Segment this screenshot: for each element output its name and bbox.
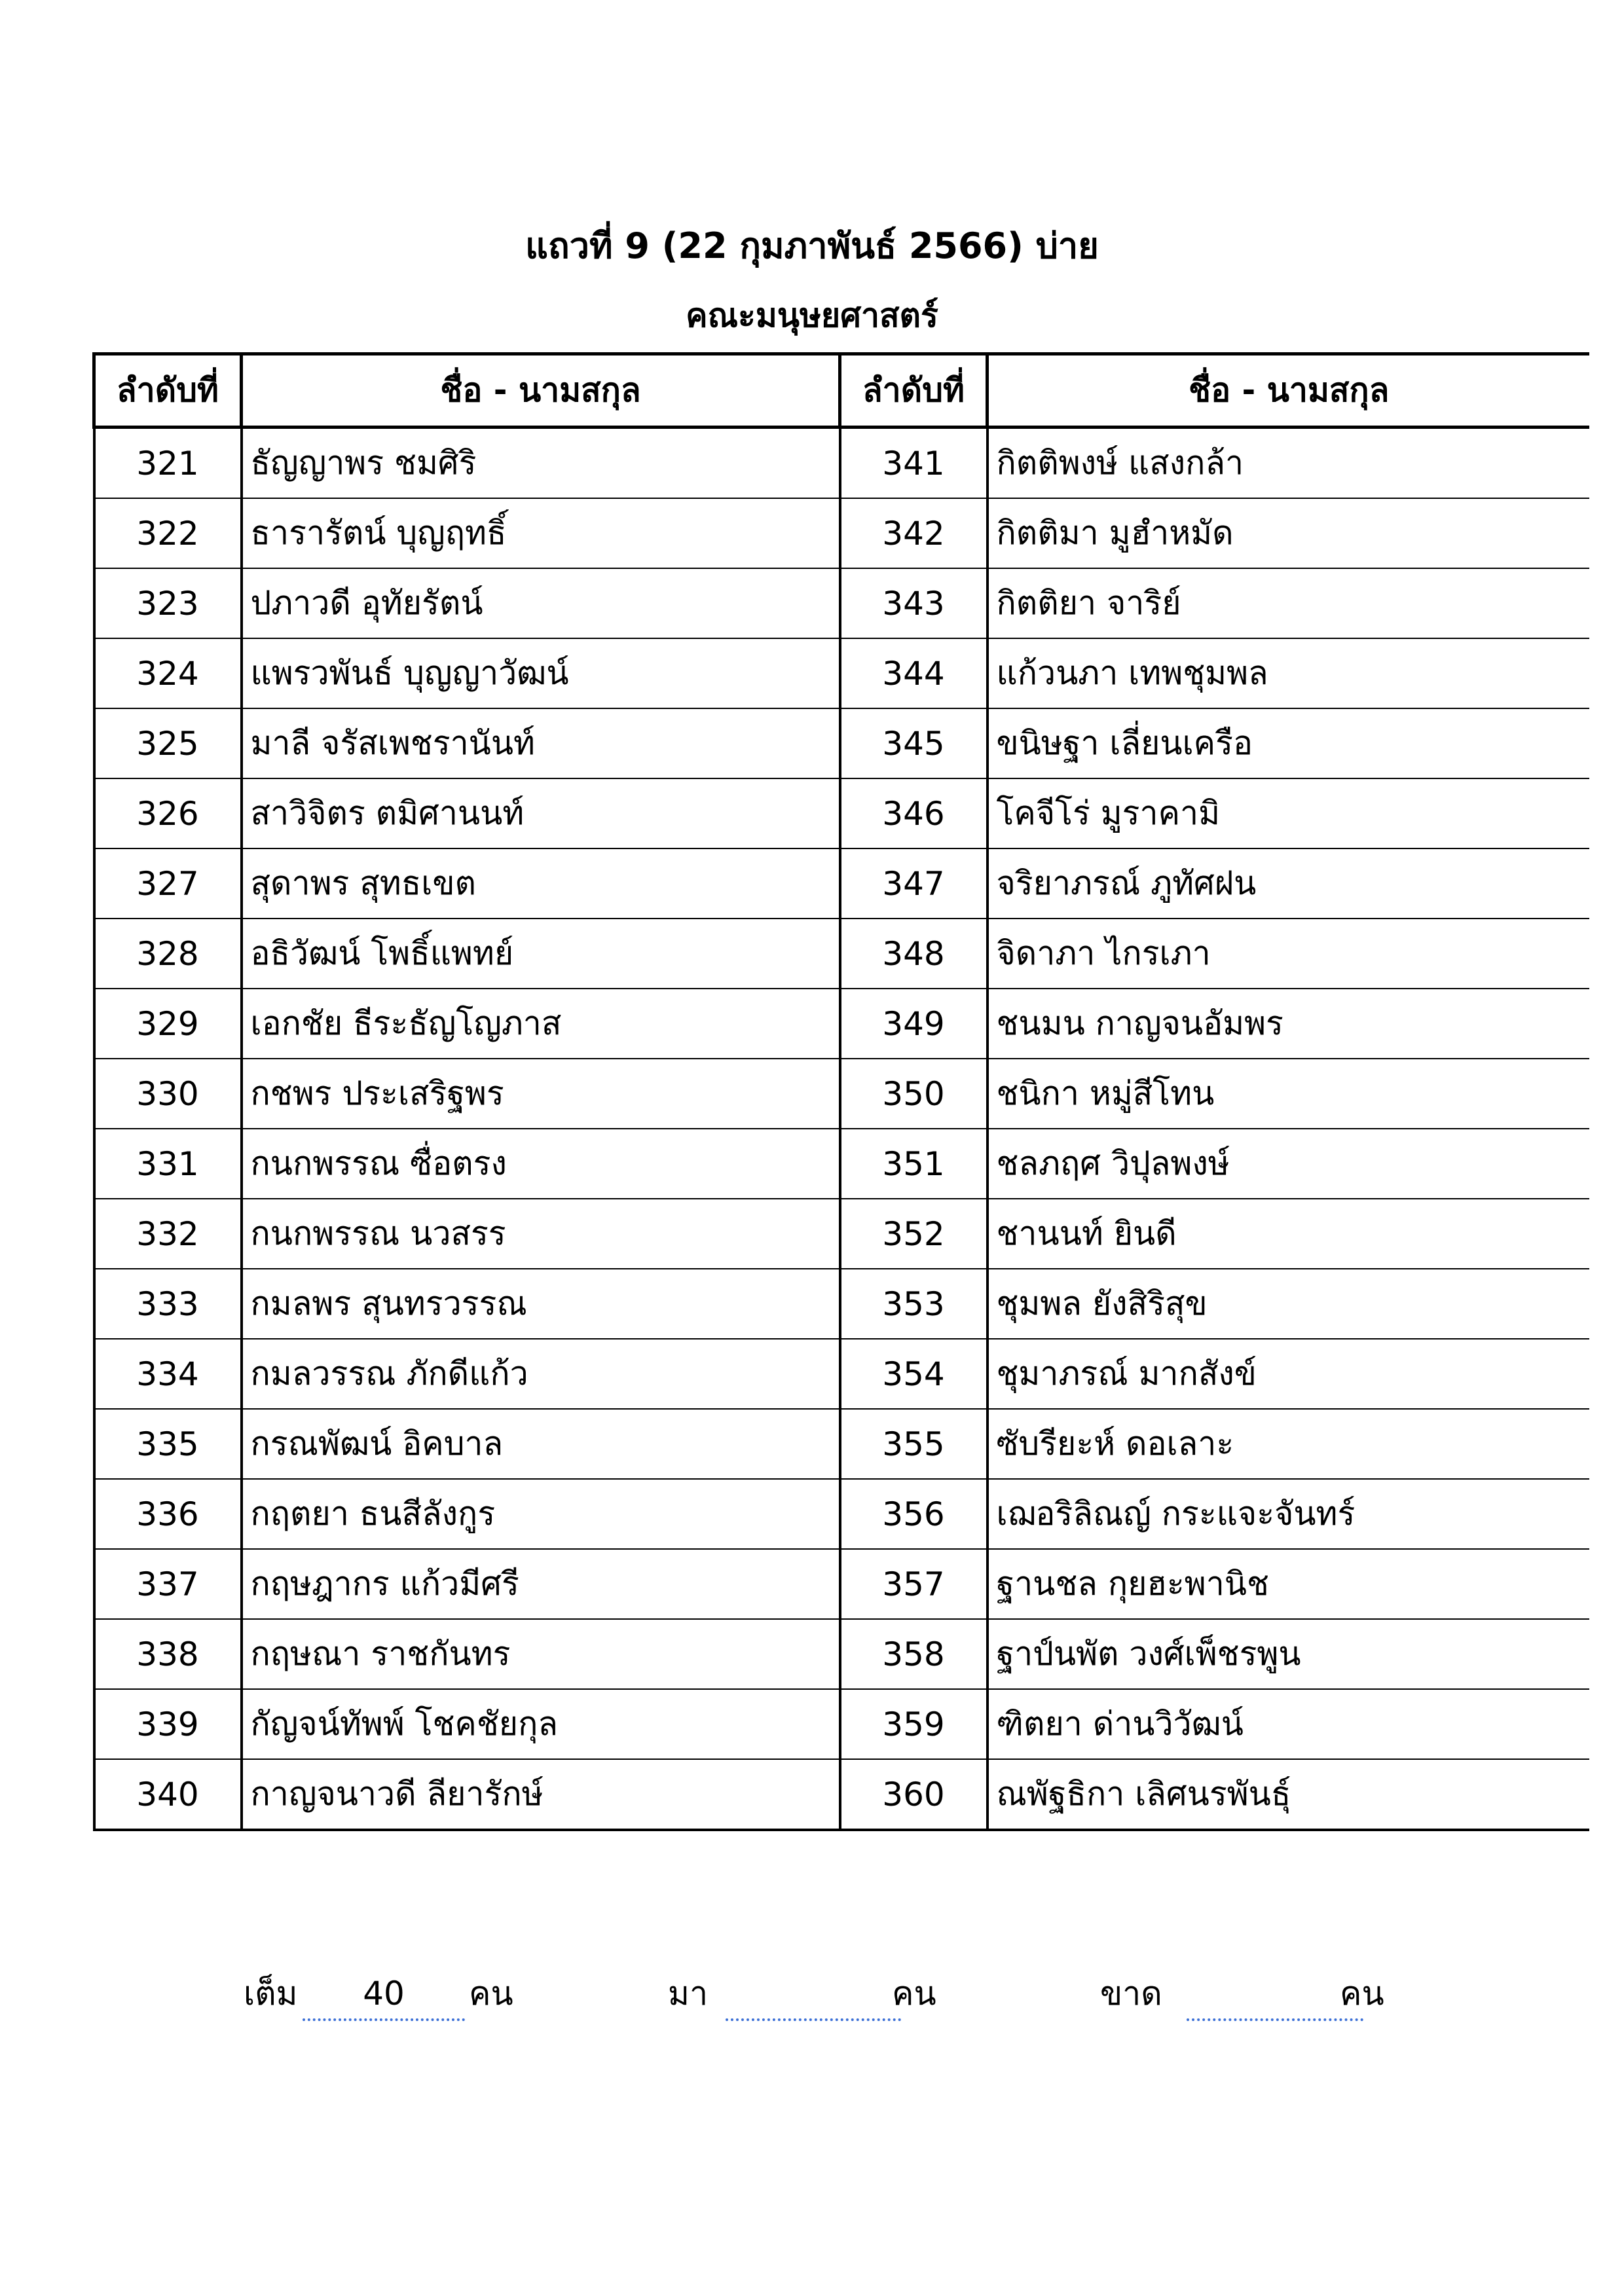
table-row — [94, 428, 1589, 499]
column-header-name-left: ชื่อ - นามสกุล — [242, 354, 840, 428]
row-number-right: 349 — [840, 989, 987, 1059]
student-name-left: กรณพัฒน์ อิคบาล — [242, 1409, 840, 1479]
student-name-right: กิตติยา จาริย์ — [987, 568, 1589, 638]
row-number-left: 335 — [94, 1409, 242, 1479]
table-row — [94, 1479, 1589, 1549]
row-number-right: 354 — [840, 1339, 987, 1409]
full-unit: คน — [469, 1975, 513, 2013]
student-name-right: ชุมาภรณ์ มากสังข์ — [987, 1339, 1589, 1409]
row-number-left: 328 — [94, 919, 242, 989]
row-number-left: 321 — [94, 428, 242, 499]
row-number-right: 341 — [840, 428, 987, 499]
row-number-left: 329 — [94, 989, 242, 1059]
full-label: เต็ม — [244, 1975, 298, 2013]
student-name-left: กัญจน์ทัพพ์ โชคชัยกุล — [242, 1689, 840, 1759]
row-number-right: 348 — [840, 919, 987, 989]
student-name-right: กิตติมา มูฮำหมัด — [987, 498, 1589, 568]
table-row — [94, 1339, 1589, 1409]
student-name-right: แก้วนภา เทพชุมพล — [987, 638, 1589, 708]
row-number-left: 333 — [94, 1269, 242, 1339]
student-name-right: กิตติพงษ์ แสงกล้า — [987, 428, 1589, 499]
absent-unit: คน — [1340, 1975, 1384, 2013]
present-label: มา — [668, 1975, 709, 2013]
row-number-right: 359 — [840, 1689, 987, 1759]
student-name-left: อธิวัฒน์ โพธิ์แพทย์ — [242, 919, 840, 989]
present-unit: คน — [892, 1975, 936, 2013]
row-number-right: 358 — [840, 1619, 987, 1689]
column-header-number-right: ลำดับที่ — [840, 354, 987, 428]
student-name-left: กนกพรรณ ซื่อตรง — [242, 1129, 840, 1199]
student-name-left: กมลวรรณ ภักดีแก้ว — [242, 1339, 840, 1409]
table-row — [94, 1689, 1589, 1759]
row-number-left: 334 — [94, 1339, 242, 1409]
table-row — [94, 1199, 1589, 1269]
table-row — [94, 1129, 1589, 1199]
row-number-right: 355 — [840, 1409, 987, 1479]
row-number-right: 360 — [840, 1759, 987, 1830]
row-number-left: 336 — [94, 1479, 242, 1549]
row-number-right: 345 — [840, 708, 987, 778]
row-number-right: 351 — [840, 1129, 987, 1199]
student-name-left: กาญจนาวดี ลียารักษ์ — [242, 1759, 840, 1830]
student-name-left: แพรวพันธ์ บุญญาวัฒน์ — [242, 638, 840, 708]
student-name-right: ซับรียะห์ ดอเลาะ — [987, 1409, 1589, 1479]
row-number-left: 325 — [94, 708, 242, 778]
present-count-field[interactable] — [726, 1961, 901, 2021]
table-row — [94, 568, 1589, 638]
row-number-right: 352 — [840, 1199, 987, 1269]
student-name-left: กฤษฎากร แก้วมีศรี — [242, 1549, 840, 1619]
page-title: แถวที่ 9 (22 กุมภาพันธ์ 2566) บ่าย — [525, 225, 1099, 266]
row-number-right: 353 — [840, 1269, 987, 1339]
row-number-left: 323 — [94, 568, 242, 638]
table-row — [94, 848, 1589, 919]
roster-table — [92, 352, 1589, 1831]
full-count-field[interactable]: 40 — [303, 1961, 465, 2021]
attendance-footer — [0, 1961, 1624, 2026]
row-number-left: 337 — [94, 1549, 242, 1619]
student-name-right: จริยาภรณ์ ภูทัศฝน — [987, 848, 1589, 919]
row-number-right: 356 — [840, 1479, 987, 1549]
row-number-left: 324 — [94, 638, 242, 708]
student-name-left: ธารารัตน์ บุญฤทธิ์ — [242, 498, 840, 568]
absent-label: ขาด — [1100, 1975, 1162, 2013]
faculty-subtitle: คณะมนุษยศาสตร์ — [686, 297, 938, 335]
row-number-right: 342 — [840, 498, 987, 568]
student-name-right: ชนมน กาญจนอัมพร — [987, 989, 1589, 1059]
student-name-left: เอกชัย ธีระธัญโญภาส — [242, 989, 840, 1059]
row-number-right: 347 — [840, 848, 987, 919]
student-name-right: ชานนท์ ยินดี — [987, 1199, 1589, 1269]
student-name-right: ชนิกา หมู่สีโทน — [987, 1059, 1589, 1129]
row-number-right: 346 — [840, 778, 987, 848]
row-number-right: 357 — [840, 1549, 987, 1619]
table-header-row — [94, 354, 1589, 428]
table-row — [94, 1409, 1589, 1479]
row-number-left: 339 — [94, 1689, 242, 1759]
student-name-right: ณพัฐธิกา เลิศนรพันธุ์ — [987, 1759, 1589, 1830]
row-number-right: 343 — [840, 568, 987, 638]
row-number-right: 350 — [840, 1059, 987, 1129]
student-name-left: สุดาพร สุทธเขต — [242, 848, 840, 919]
student-name-right: ฐาป์นพัต วงศ์เพ็ชรพูน — [987, 1619, 1589, 1689]
student-name-left: กฤตยา ธนสีลังกูร — [242, 1479, 840, 1549]
table-row — [94, 919, 1589, 989]
student-name-left: มาลี จรัสเพชรานันท์ — [242, 708, 840, 778]
table-row — [94, 708, 1589, 778]
row-number-left: 327 — [94, 848, 242, 919]
table-row — [94, 1619, 1589, 1689]
row-number-left: 340 — [94, 1759, 242, 1830]
table-row — [94, 1059, 1589, 1129]
row-number-left: 330 — [94, 1059, 242, 1129]
student-name-right: ขนิษฐา เลี่ยนเครือ — [987, 708, 1589, 778]
table-row — [94, 989, 1589, 1059]
row-number-left: 326 — [94, 778, 242, 848]
table-row — [94, 638, 1589, 708]
student-name-left: กฤษณา ราชกันทร — [242, 1619, 840, 1689]
row-number-left: 331 — [94, 1129, 242, 1199]
student-name-right: โคจีโร่ มูราคามิ — [987, 778, 1589, 848]
column-header-number-left: ลำดับที่ — [94, 354, 242, 428]
student-name-right: ฐานชล กุยฮะพานิช — [987, 1549, 1589, 1619]
student-name-right: เฌอริลิณญ์ กระแจะจันทร์ — [987, 1479, 1589, 1549]
table-row — [94, 1269, 1589, 1339]
student-name-left: สาวิจิตร ตมิศานนท์ — [242, 778, 840, 848]
student-name-left: กนกพรรณ นวสรร — [242, 1199, 840, 1269]
student-name-right: ชุมพล ยังสิริสุข — [987, 1269, 1589, 1339]
table-row — [94, 778, 1589, 848]
student-name-right: จิดาภา ไกรเภา — [987, 919, 1589, 989]
row-number-right: 344 — [840, 638, 987, 708]
row-number-left: 332 — [94, 1199, 242, 1269]
table-row — [94, 498, 1589, 568]
student-name-left: ปภาวดี อุทัยรัตน์ — [242, 568, 840, 638]
student-name-left: กมลพร สุนทรวรรณ — [242, 1269, 840, 1339]
table-row — [94, 1759, 1589, 1830]
student-name-left: กชพร ประเสริฐพร — [242, 1059, 840, 1129]
student-name-right: ชลภฤศ วิปุลพงษ์ — [987, 1129, 1589, 1199]
table-row — [94, 1549, 1589, 1619]
row-number-left: 322 — [94, 498, 242, 568]
student-name-left: ธัญญาพร ชมศิริ — [242, 428, 840, 499]
column-header-name-right: ชื่อ - นามสกุล — [987, 354, 1589, 428]
absent-count-field[interactable] — [1187, 1961, 1363, 2021]
student-name-right: ฑิตยา ด่านวิวัฒน์ — [987, 1689, 1589, 1759]
row-number-left: 338 — [94, 1619, 242, 1689]
